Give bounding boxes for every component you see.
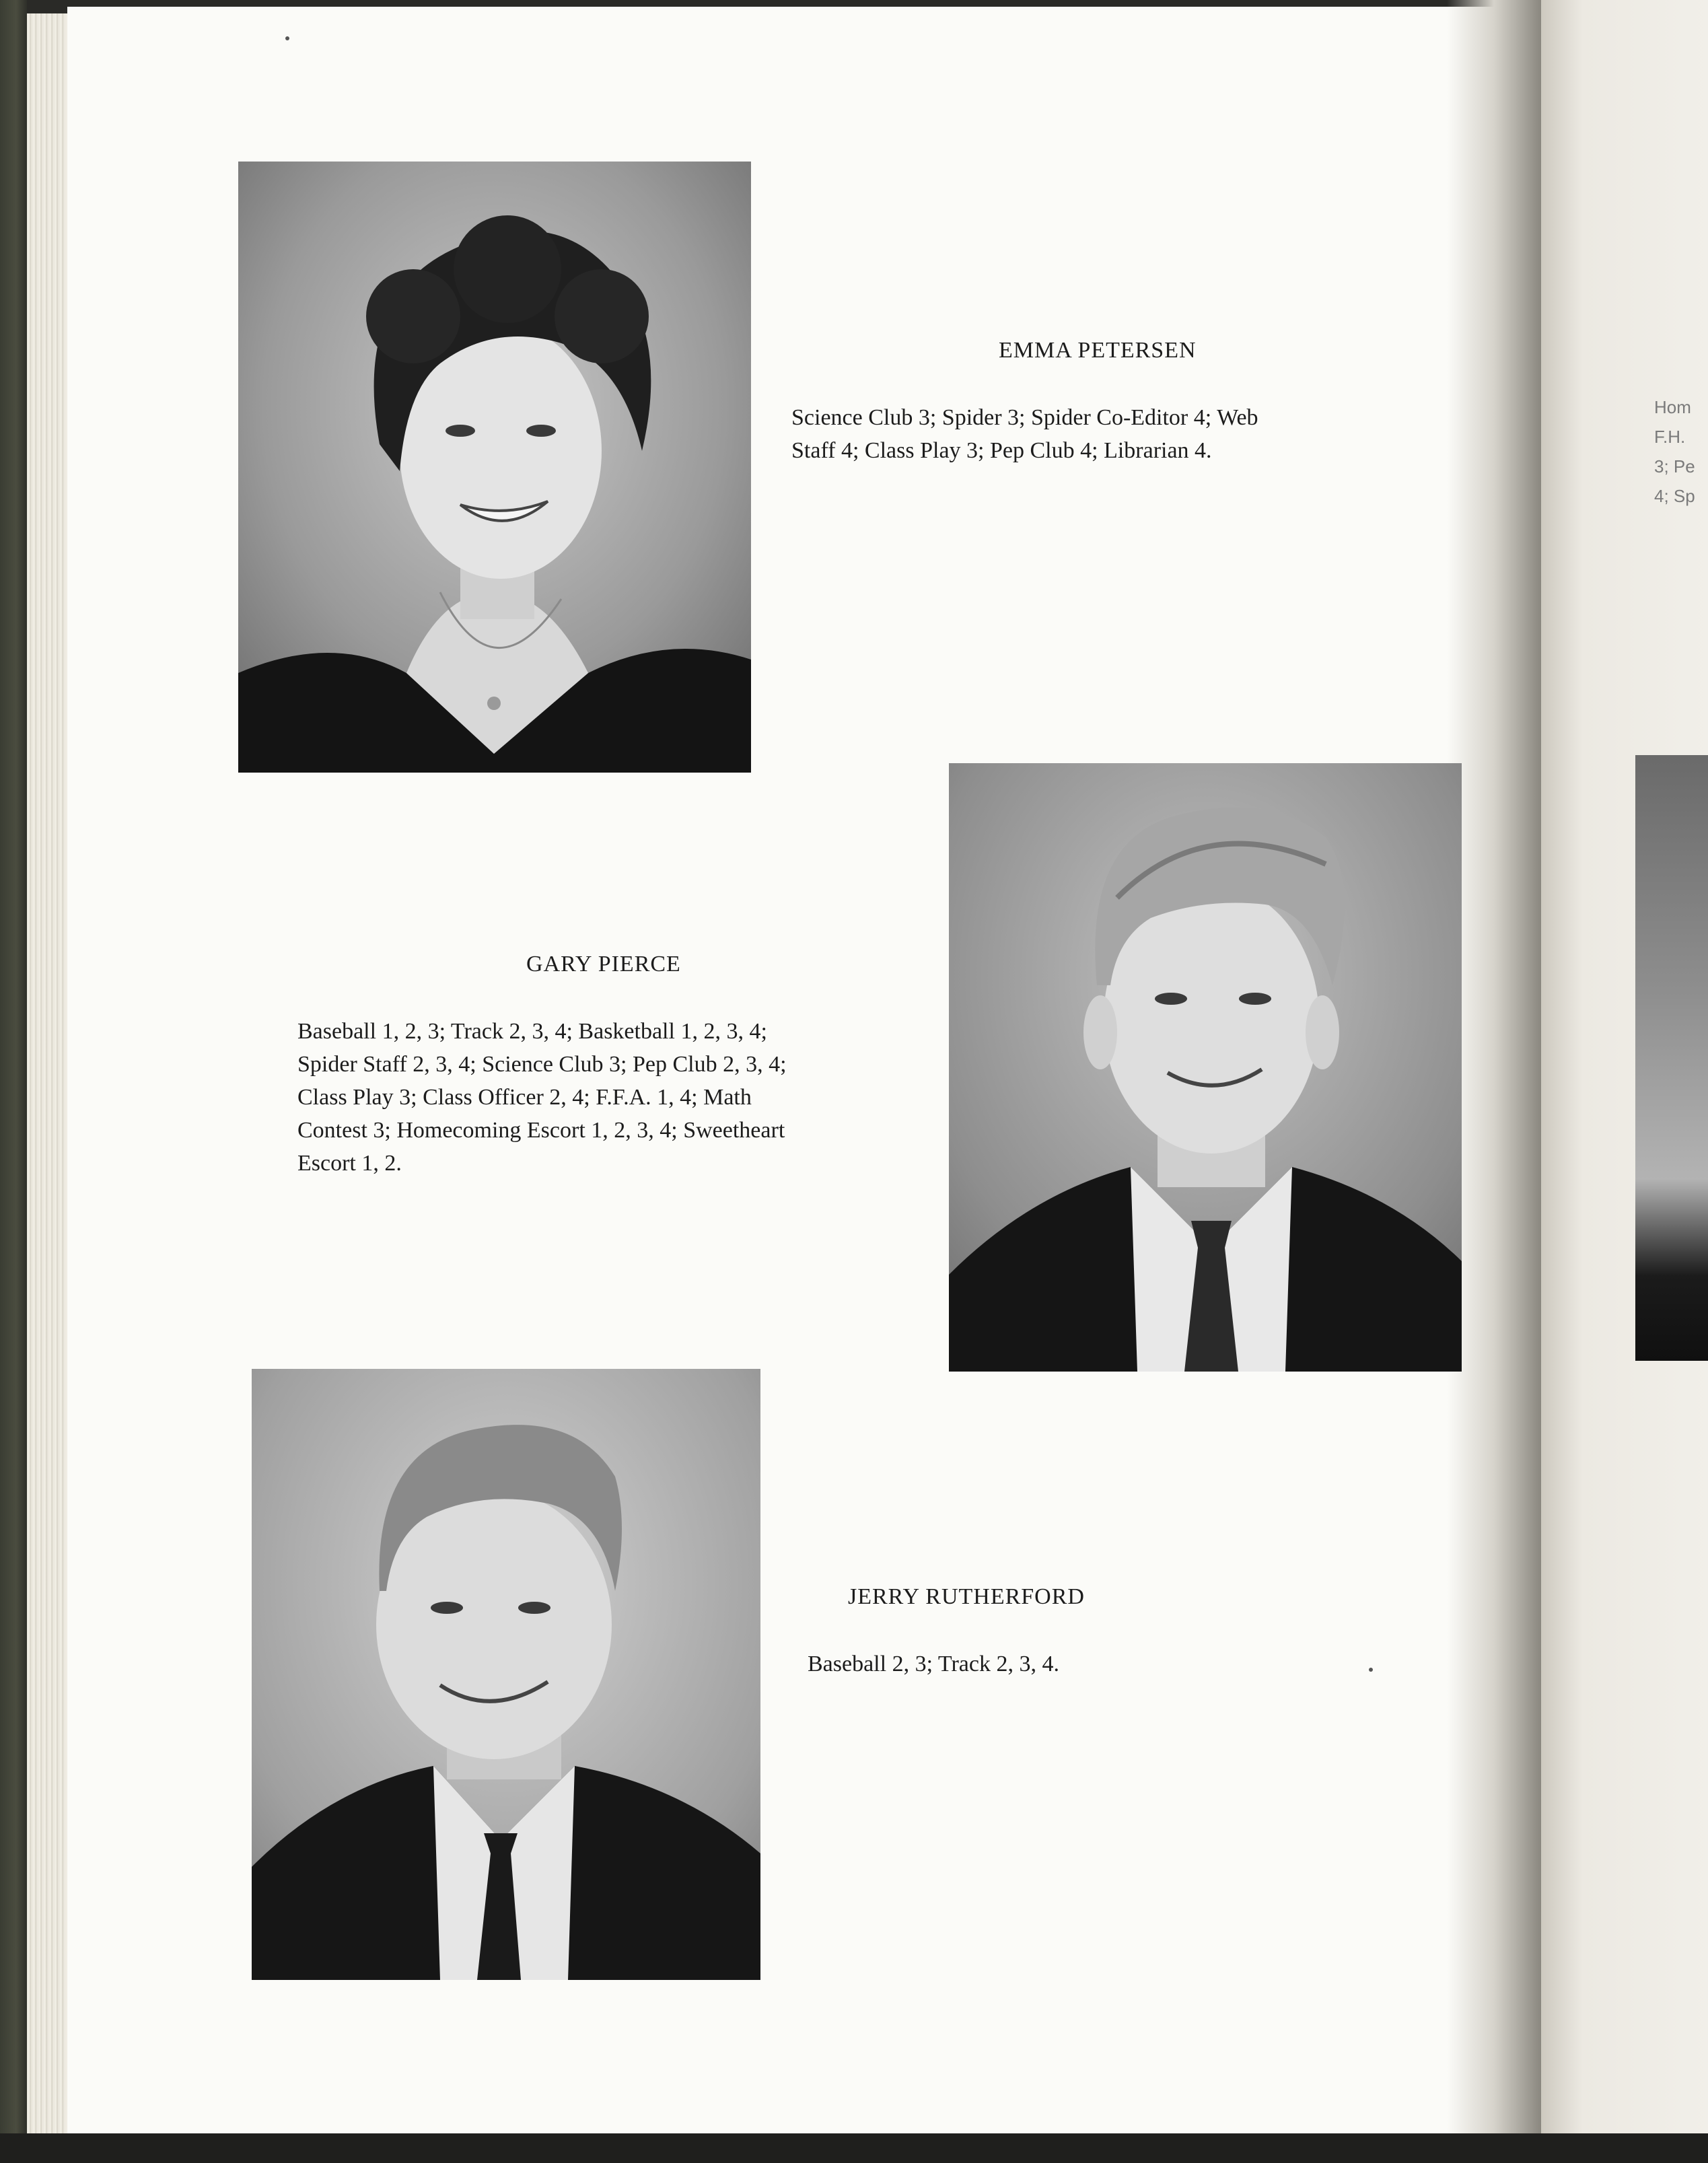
activities-line: Escort 1, 2. [297,1151,402,1176]
facing-page-text [1654,392,1708,511]
facing-page-line: Hom [1654,397,1691,417]
student-activities [297,1015,944,1180]
activities-line: Staff 4; Class Play 3; Pep Club 4; Librarian 4. [791,438,1212,463]
paper-speck [1369,1668,1373,1672]
paper-speck [285,36,289,40]
student-name: JERRY RUTHERFORD [848,1584,1085,1609]
book-bottom-edge [0,2133,1708,2163]
student-name: GARY PIERCE [526,952,681,977]
student-activities [791,401,1451,467]
facing-page-line: 4; Sp [1654,486,1695,506]
activities-line: Science Club 3; Spider 3; Spider Co-Editor 4; Web [791,405,1258,430]
facing-page-photo [1635,755,1708,1361]
activities-line: Contest 3; Homecoming Escort 1, 2, 3, 4; Sweetheart [297,1118,785,1143]
portrait-gary-pierce [949,763,1462,1372]
portrait-emma-petersen [238,162,751,773]
activities-line: Baseball 1, 2, 3; Track 2, 3, 4; Basketball 1, 2, 3, 4; [297,1019,767,1044]
student-activities [808,1647,1413,1680]
activities-line: Spider Staff 2, 3, 4; Science Club 3; Pep Club 2, 3, 4; [297,1052,787,1077]
student-name: EMMA PETERSEN [999,338,1197,363]
book-cover-edge [0,0,27,2163]
portrait-jerry-rutherford [252,1369,760,1980]
activities-line: Baseball 2, 3; Track 2, 3, 4. [808,1652,1059,1676]
facing-page-line: 3; Pe [1654,456,1695,476]
facing-page-line: F.H. [1654,427,1686,447]
activities-line: Class Play 3; Class Officer 2, 4; F.F.A. 1, 4; Math [297,1085,752,1110]
